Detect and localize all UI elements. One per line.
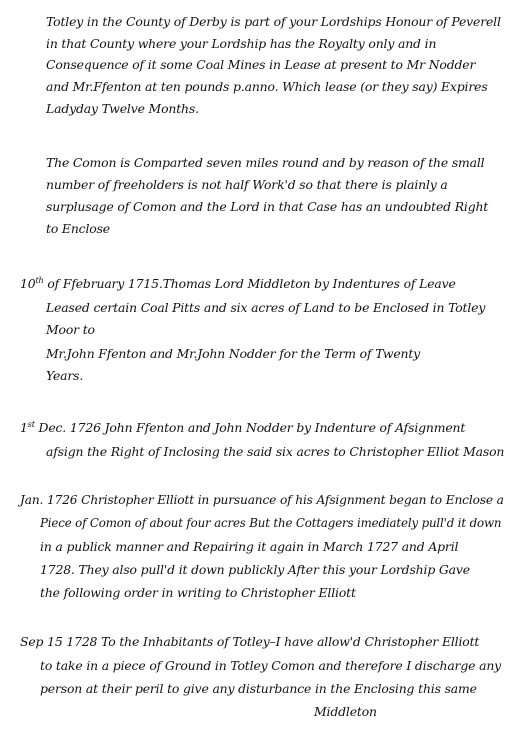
- text-line: Moor to: [46, 322, 95, 337]
- text-line: Consequence of it some Coal Mines in Lease at present to Mr Nodder: [46, 57, 476, 72]
- text-line: afsign the Right of Inclosing the said six acres to Christopher Elliot Mason: [46, 444, 505, 459]
- text-line: Ladyday Twelve Months.: [46, 101, 199, 116]
- text-line: Leased certain Coal Pitts and six acres of Land to be Enclosed in Totley: [46, 300, 486, 315]
- text-line: Years.: [46, 368, 84, 383]
- text-line: [20, 420, 465, 435]
- text-line: Totley in the County of Derby is part of your Lordships Honour of Peverell: [46, 14, 501, 29]
- text-line-rest: of Ffebruary 1715.Thomas Lord Middleton by Indentures of Leave: [43, 276, 456, 291]
- text-line: the following order in writing to Christopher Elliott: [40, 585, 356, 600]
- text-line-rest: Dec. 1726 John Ffenton and John Nodder by Indenture of Afsignment: [34, 420, 466, 435]
- date-number: 1: [20, 420, 28, 435]
- text-line: Mr.John Ffenton and Mr.John Nodder for the Term of Twenty: [46, 346, 421, 361]
- date-number: 10: [20, 276, 36, 291]
- text-line: to Enclose: [46, 221, 110, 236]
- text-line: in that County where your Lordship has the Royalty only and in: [46, 36, 437, 51]
- text-line: surplusage of Comon and the Lord in that Case has an undoubted Right: [46, 199, 489, 214]
- text-line: and Mr.Ffenton at ten pounds p.anno. Which lease (or they say) Expires: [46, 79, 488, 94]
- text-line: person at their peril to give any disturbance in the Enclosing this same: [40, 681, 477, 696]
- text-line: Jan. 1726 Christopher Elliott in pursuance of his Afsignment began to Enclose a: [20, 493, 504, 507]
- text-line: to take in a piece of Ground in Totley Comon and therefore I discharge any: [40, 658, 502, 673]
- date-ordinal: th: [35, 276, 44, 285]
- text-line: Piece of Comon of about four acres But the Cottagers imediately pull'd it down: [40, 516, 502, 530]
- text-line: number of freeholders is not half Work'd so that there is plainly a: [46, 177, 448, 192]
- text-line: in a publick manner and Repairing it again in March 1727 and April: [40, 539, 459, 554]
- signature: Middleton: [314, 704, 377, 719]
- text-line: Sep 15 1728 To the Inhabitants of Totley–I have allow'd Christopher Elliott: [20, 634, 480, 649]
- date-ordinal: st: [27, 420, 35, 429]
- text-line: The Comon is Comparted seven miles round and by reason of the small: [46, 155, 485, 170]
- text-line: [20, 276, 456, 291]
- text-line: 1728. They also pull'd it down publickly After this your Lordship Gave: [40, 562, 470, 577]
